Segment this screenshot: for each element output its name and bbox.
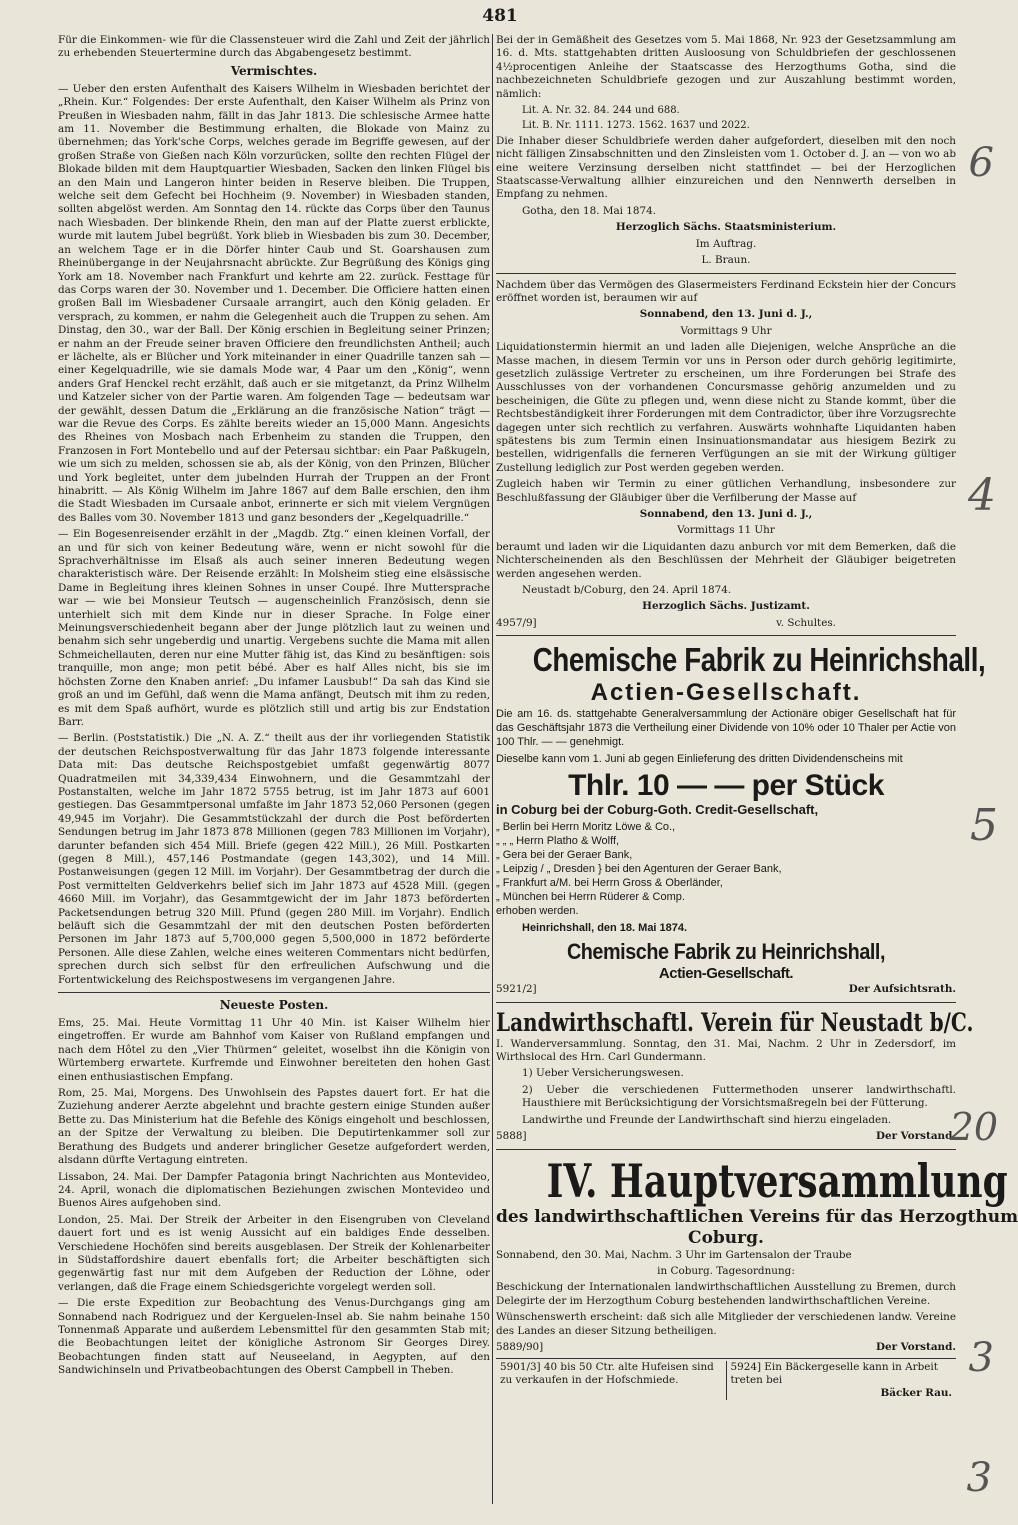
ad-landwirth-verein-title: Landwirthschaftl. Verein für Neustadt b/C. xyxy=(496,1007,974,1037)
notice-gotha-signature: Herzoglich Sächs. Staatsministerium. xyxy=(615,221,837,234)
small-ad-hufeisen: 5901/3] 40 bis 50 Ctr. alte Hufeisen sind zu verkaufen in der Hofschmiede. xyxy=(500,1361,714,1387)
column-rule xyxy=(492,34,493,1504)
list-item: „ Frankfurt a/M. bei Herrn Gross & Oberländer, xyxy=(496,877,723,890)
ad-hauptversammlung-title: IV. Hauptversammlung xyxy=(546,1153,1008,1208)
article-kaiser-wiesbaden: — Ueber den ersten Aufenthalt des Kaisers Wilhelm in Wiesbaden berichtet der „Rhein. Kur.“ Folgendes: Der erste Aufenthalt, den Kaiser Wilhelm als Prinz von Preußen in Wiesbaden nahm, fällt in das Jahr 1813. Die schlesische Armee hatte am 11. November die Bestimmung erhalten, die Blokade von Mainz zu übernehmen; das York'sche Corps, welches gerade im Begriffe gewesen, auf der großen Straße von Gießen nach Köln vorzurücken, sollte den rechten Flügel der Blokade bilden mit dem Hauptquartier Wiesbaden, Sacken den linken Flügel bis an den Main und Langeron hinter beiden in Reserve bleiben. Die Truppen, welche seit dem Gefecht bei Hochheim (9. November) in Wiesbaden standen, sollten abgelöst werden. Am Sonntag den 14. rückte das Corps über den Taunus nach Wiesbaden. Der blinkende Rhein, den man auf der Platte zuerst erblickte, wurde mit lautem Jubel begrüßt. York blieb in Wiesbaden bis zum 30. December, an welchem Tage er in die Dörfer hinter Caub und St. Goarshausen zum Rheinübergange in der Neujahrsnacht abrückte. Zur Begrüßung des Königs ging York am 18. November nach Frankfurt und kehrte am 22. zurück. Festtage für das Corps waren der 30. November und 1. December. Die Officiere hatten einen großen Ball im Wiesbadener Cursaale arrangirt, auch den König geladen. Er versprach, zu kommen, er nahm die Gelegenheit auch die Truppen zu sehen. Am Dinstag, den 30., war der Ball. Der König erschien in Begleitung seiner Prinzen; er nahm an der Freude seiner braven Officiere den freundlichsten Antheil; auch er lächelte, als er Blücher und York miteinander in einer Quadrille tanzen sah — einer Kegelquadrille, wie sie damals Mode war, 4 Paar um den „König“, wenn anders Graf Henckel recht erzählt, daß auch er sie mitgetanzt, da Prinz Wilhelm und Katzeler sicher von der Partie waren. Am folgenden Tage — bedeutsam war der gewählt, dessen Datum die „Erklärung an die französische Nation“ trägt — war die Revue des Corps. Es zählte bereits wieder an 15,000 Mann. Angesichts des Rheines von Mosbach nach Erbenheim zu standen die Truppen, den Franzosen in Fort Montebello und auf der Petersau sichtbar: ein Paar Paßkugeln, wie um sich zu melden, schossen sie ab, als der König, von den Prinzen, Blücher und York begleitet, unter dem jubelnden Hurrah der Truppen an der Front hinabritt. — Als König Wilhelm im Jahre 1867 auf dem Balle erschien, den ihm die Stadt Wiesbaden im Cursaale anbot, erinnerte er sich mit vielem Vergnügen des Balles vom 30. November 1813 und ganz besonders der „Kegelquadrille.“ xyxy=(58,82,490,524)
ad-landwirth-verein-signature: Der Vorstand. xyxy=(875,1130,956,1143)
notice-gotha-lit-b: Lit. B. Nr. 1111. 1273. 1562. 1637 und 2022. xyxy=(522,120,750,132)
news-lissabon: Lissabon, 24. Mai. Der Dampfer Patagonia bringt Nachrichten aus Montevideo, 24. April, wonach die diplomatischen Beziehungen zwischen Montevideo und Buenos Aires aufgehoben sind. xyxy=(58,1170,490,1210)
list-item: „ Gera bei der Geraer Bank, xyxy=(496,849,633,862)
ad-hauptversammlung-signature: Der Vorstand. xyxy=(875,1340,956,1353)
margin-mark: 3 xyxy=(966,1455,992,1501)
ad-chemische-fabrik-amount: Thlr. 10 — — per Stück xyxy=(568,769,884,803)
divider xyxy=(496,1149,956,1150)
news-london: London, 25. Mai. Der Streik der Arbeiter in den Eisengruben von Cleveland dauert fort und es ist wenig Aussicht auf ein baldiges Ende desselben. Verschiedene Hochöfen sind bereits ausgeblasen. Der Streik der Kohlenarbeiter in Südstaffordshire dauert ebenfalls fort; die Arbeiter beschäftigten sich gegenwärtig fast nur mit dem Aufgeben der Reduction der Löhne, oder verlangen, daß die Frage einem Schiedsgerichte vorgelegt werden soll. xyxy=(58,1213,490,1293)
notice-gotha-lit-a: Lit. A. Nr. 32. 84. 244 und 688. xyxy=(522,105,680,117)
ad-chemische-fabrik-body: Die am 16. ds. stattgehabte Generalversammlung der Actionäre obiger Gesellschaft hat für das Geschäftsjahr 1873 die Vertheilung einer Dividende von 10% oder 10 Thaler per Actie von 100 Thlr. — — genehmigt. xyxy=(496,708,956,749)
small-ad-baecker-text: 5924] Ein Bäckergeselle kann in Arbeit treten bei xyxy=(730,1361,938,1387)
notice-concurs-date2: Sonnabend, den 13. Juni d. J., xyxy=(639,508,813,520)
ad-hauptversammlung-agenda: in Coburg. Tagesordnung: xyxy=(657,1264,795,1277)
notice-concurs-footer xyxy=(496,617,836,630)
ad-chemische-fabrik-erhoben: erhoben werden. xyxy=(496,905,579,918)
notice-concurs-intro: Nachdem über das Vermögen des Glasermeisters Ferdinand Eckstein hier der Concurs eröffnet worden ist, beraumen wir auf xyxy=(496,278,956,304)
ad-chemische-fabrik-coburg: in Coburg bei der Coburg-Goth. Credit-Gesellschaft, xyxy=(496,802,819,818)
ad-landwirth-verein-invite: Landwirthe und Freunde der Landwirthschaft sind hierzu eingeladen. xyxy=(522,1113,892,1126)
page-number: 481 xyxy=(482,6,518,26)
ad-hauptversammlung-body: Beschickung der Internationalen landwirthschaftlichen Ausstellung zu Bremen, durch Delegirte der im Herzogthum Coburg bestehenden landwirthschaftlichen Vereine. xyxy=(496,1281,956,1307)
neueste-posten-heading: Neueste Posten. xyxy=(219,998,329,1013)
article-vogesenreisender: — Ein Bogesenreisender erzählt in der „Magdb. Ztg.“ einen kleinen Vorfall, der an und für sich von keiner Bedeutung wäre, wenn er nicht sowohl für die Sprachverhältnisse im Elsaß als auch seiner inneren Bedeutung wegen charakteristisch wäre. Der Reisende erzählt: In Molsheim stieg eine elsässische Dame in Begleitung ihres kleinen Sohnes in unser Coupé. Ihre Muttersprache war — wie bei Monsieur Teutsch — augenscheinlich Französisch, denn sie unterhielt sich mit dem Kinde nur in dieser Sprache. In Folge einer Meinungsverschiedenheit begann aber der Junge plötzlich laut zu weinen und benahm sich sehr ungeberdig und unartig. Vergebens suchte die Mama mit allen Schmeichellauten, deren nur eine Mutter fähig ist, das Kind zu besänftigen: sois tranquille, mon ange; mon petit bébé. Aber es half Alles nicht, bis sie im höchsten Zorne den Knaben anrief: „Du infamer Lausbub!“ Da sah das Kind sie groß an und im Gefühl, daß wenn die Mama anfängt, Deutsch mit ihm zu reden, es mit dem Spaß aufhört, wurde es plötzlich still und artig bis zur Endstation Barr. xyxy=(58,528,490,728)
margin-mark: 5 xyxy=(970,800,998,851)
ad-chemische-fabrik-body2: Dieselbe kann vom 1. Juni ab gegen Einlieferung des dritten Dividendenscheins mit xyxy=(496,753,903,766)
notice-concurs-body: Liquidationstermin hiermit an und laden alle Diejenigen, welche Ansprüche an die Masse machen, in diesem Termin vor uns in Person oder durch gehörig legitimirte, gesetzlich zulässige Vertreter zu erscheinen, um ihre Forderungen bei Strafe des Ausschlusses von der vorhandenen Concursmasse gehörig anzumelden und zu bescheinigen, die Güte zu pflegen und, wenn diese nicht zu Stande kommt, über die Rechtsbeständigkeit ihrer Forderungen mit dem Contradictor, über ihre Vorzugsrechte dagegen unter sich rechtlich zu verfahren. Auswärts wohnhafte Liquidanten haben spätestens bis zum Termin einen Insinuationsmandatar aus hiesigem Bezirk zu bestellen, widrigenfalls die ferneren Verfügungen an sie mit der Wirkung gültiger Zustellung lediglich zur Post werden gegeben werden. xyxy=(496,341,956,474)
notice-concurs-place: Neustadt b/Coburg, den 24. April 1874. xyxy=(522,584,732,597)
notice-concurs-body3: beraumt und laden wir die Liquidanten dazu anburch vor mit dem Bemerken, daß die Nichterscheinenden als den Beschlüssen der Mehrheit der Gläubiger beigetreten werden angesehen werden. xyxy=(496,540,956,580)
divider xyxy=(58,992,490,993)
notice-gotha-auftrag: Im Auftrag. xyxy=(695,237,757,250)
list-item: „ Berlin bei Herrn Moritz Löwe & Co., xyxy=(496,821,676,834)
ad-chemische-fabrik-date: Heinrichshall, den 18. Mai 1874. xyxy=(522,922,688,935)
vermischtes-heading: Vermischtes. xyxy=(230,63,318,78)
ad-chemische-fabrik-footer xyxy=(496,983,956,996)
ad-chemische-fabrik-number: 5921/2] xyxy=(496,983,537,996)
ad-chemische-fabrik-signature: Der Aufsichtsrath. xyxy=(848,983,956,996)
ad-chemische-fabrik-title: Chemische Fabrik zu Heinrichshall, xyxy=(532,641,986,679)
list-item: „ Leipzig / „ Dresden } bei den Agenturen der Geraer Bank, xyxy=(496,863,782,876)
ad-chemische-fabrik-list xyxy=(496,820,956,904)
ad-landwirth-verein-footer xyxy=(496,1130,956,1143)
small-ad-baecker-signature: Bäcker Rau. xyxy=(880,1387,952,1400)
news-ems: Ems, 25. Mai. Heute Vormittag 11 Uhr 40 Min. ist Kaiser Wilhelm hier eingetroffen. Er wurde am Bahnhof vom Kaiser von Rußland empfangen und nach dem Hôtel zu den „Vier Thürmen“ geleitet, woselbst ihn die Königin von Würtemberg erwartete. Kurfremde und Einwohner bereiteten den hohen Gast einen enthusiastischen Empfang. xyxy=(58,1017,490,1083)
notice-concurs-number: 4957/9] xyxy=(496,616,537,629)
margin-mark: 4 xyxy=(968,470,996,521)
list-item: „ „ „ Herrn Platho & Wolff, xyxy=(496,835,620,848)
notice-concurs-name: v. Schultes. xyxy=(776,616,836,629)
ad-hauptversammlung-place: Coburg. xyxy=(688,1227,764,1248)
ad-landwirth-verein-item1: 1) Ueber Versicherungswesen. xyxy=(522,1067,684,1080)
margin-mark: 3 xyxy=(968,1335,994,1381)
ad-hauptversammlung-date: Sonnabend, den 30. Mai, Nachm. 3 Uhr im Gartensalon der Traube xyxy=(496,1248,852,1261)
ad-chemische-fabrik-subtitle2: Actien-Gesellschaft. xyxy=(658,965,794,983)
ad-hauptversammlung-number: 5889/90] xyxy=(496,1340,544,1353)
divider xyxy=(496,273,956,274)
notice-concurs-time2: Vormittags 11 Uhr xyxy=(677,524,775,537)
ad-landwirth-verein-item2: 2) Ueber die verschiedenen Futtermethoden unserer landwirthschaftl. Hausthiere mit Berücksichtigung der Vorsichtsmaßregeln bei der Fütterung. xyxy=(522,1083,956,1110)
small-ad-baecker xyxy=(726,1361,957,1400)
notice-concurs-time1: Vormittags 9 Uhr xyxy=(680,324,772,337)
right-column xyxy=(496,34,1018,1512)
notice-concurs-signature: Herzoglich Sächs. Justizamt. xyxy=(642,600,810,613)
news-rom: Rom, 25. Mai, Morgens. Des Unwohlsein des Papstes dauert fort. Er hat die Zuziehung anderer Aerzte abgelehnt und brachte gestern einige Stunden außer Bette zu. Das Ministerium hat die Befehle des Königs eingeholt und beschlossen, an der Spitze der Verwaltung zu bleiben. Die Deputirtenkammer soll zur Berathung des Budgets und anderer bringlicher Gesetze aufgefordert werden, alsdann dürfte Vertagung eintreten. xyxy=(58,1087,490,1167)
notice-gotha-date: Gotha, den 18. Mai 1874. xyxy=(522,204,657,217)
divider xyxy=(496,635,956,636)
news-venus-expedition: — Die erste Expedition zur Beobachtung des Venus-Durchgangs ging am Sonnabend nach Rodriguez und der Kerguelen-Insel ab. Sie nahm beinahe 150 Tonnenmaß Apparate und außerdem Lebensmittel für den gesammten Stab mit; die Beobachtungen leitet der königliche Astronom Sir Georges Direy. Beobachtungen finden statt auf Neuseeland, in Aegypten, auf den Sandwichinseln und Privatbeobachtungen des Oberst Campbell in Theben. xyxy=(58,1297,490,1377)
small-ads-row xyxy=(496,1358,956,1400)
ad-landwirth-verein-number: 5888] xyxy=(496,1130,527,1143)
notice-gotha-body2: Die Inhaber dieser Schuldbriefe werden daher aufgefordert, dieselben mit den noch nicht fälligen Zinsabschnitten und den Zinsleisten vom 1. October d. J. an — von wo ab eine weitere Verzinsung derselben nicht stattfindet — bei der Herzoglichen Staatscasse-Verwaltung allhier einzureichen und den Nennwerth derselben in Empfang zu nehmen. xyxy=(496,134,956,201)
list-item: „ München bei Herrn Rüderer & Comp. xyxy=(496,891,685,904)
ad-hauptversammlung-footer xyxy=(496,1341,956,1354)
left-column xyxy=(58,34,490,1512)
notice-gotha-name: L. Braun. xyxy=(701,254,751,267)
notice-concurs-date1: Sonnabend, den 13. Juni d. J., xyxy=(639,308,813,321)
margin-mark: 20 xyxy=(949,1105,998,1149)
notice-gotha-body: Bei der in Gemäßheit des Gesetzes vom 5. Mai 1868, Nr. 923 der Gesetzsammlung am 16. d. Mts. stattgehabten dritten Ausloosung von Schuldbriefen der geschlossenen 4½procentigen Anleihe der Staatscasse des Herzogthums Gotha, sind die nachbezeichneten Schuldbriefe gezogen und zur Auszahlung bestimmt worden, nämlich: xyxy=(496,34,956,100)
intro-paragraph: Für die Einkommen- wie für die Classensteuer wird die Zahl und Zeit der jährlich zu erhebenden Steuertermine durch das Abgabengesetz bestimmt. xyxy=(58,34,490,60)
margin-mark: 6 xyxy=(968,140,994,186)
divider xyxy=(496,1002,956,1003)
article-poststatistik: — Berlin. (Poststatistik.) Die „N. A. Z.“ theilt aus der ihr vorliegenden Statistik der deutschen Reichspostverwaltung für das Jahr 1873 folgende interessante Data mit: Das deutsche Reichspostgebiet umfaßt gegenwärtig 8077 Quadratmeilen mit 34,339,434 Einwohnern, und die Gesammtzahl der Postanstalten, welche im Jahr 1872 5755 betrug, ist im Jahr 1873 auf 6001 gestiegen. Das Gesammtpersonal umfaßte im Jahr 1873 52,060 Personen (gegen 49,945 im Vorjahr). Die Gesammtstückzahl der durch die Post beförderten Sendungen betrug im Jahr 1873 878 Millionen (gegen 783 Millionen im Vorjahr), darunter befanden sich 454 Mill. Briefe (gegen 422 Mill.), 26 Mill. Postkarten (gegen 8 Mill.), 457,146 Postmandate (gegen 143,302), und 14 Mill. Postanweisungen (gegen 12 Mill. im Vorjahr). Der Gesammtbetrag der durch die Post vermittelten Geldverkehrs belief sich im Jahr 1873 auf 4528 Mill. (gegen 4660 Mill. im Vorjahr), das Gesammtgewicht der im Jahr 1873 beförderten Packetsendungen betrug 320 Mill. Pfund (gegen 280 Mill. im Vorjahr). Endlich beläuft sich die Gesammtzahl der mit den deutschen Posten beförderten Personen im Jahr 1873 auf 5,700,000 gegen 5,500,000 in 1872 beförderte Personen. Alle diese Zahlen, welche eines weiteren Commentars nicht bedürfen, sprechen durch sich selbst für den erfreulichen Aufschwung und die Fortentwickelung des Reichspostwesens im vergangenen Jahre. xyxy=(58,732,490,986)
ad-chemische-fabrik-title2: Chemische Fabrik zu Heinrichshall, xyxy=(566,939,886,965)
ad-landwirth-verein-body: I. Wanderversammlung. Sonntag, den 31. Mai, Nachm. 2 Uhr in Zedersdorf, im Wirthslocal des Hrn. Carl Gundermann. xyxy=(496,1037,956,1064)
ad-hauptversammlung-subtitle: des landwirthschaftlichen Vereins für das Herzogthum xyxy=(496,1206,1018,1227)
ad-hauptversammlung-wish: Wünschenswerth erscheint: daß sich alle Mitglieder der verschiedenen landw. Vereine des Landes an dieser Sitzung betheiligen. xyxy=(496,1311,956,1337)
notice-concurs-body2: Zugleich haben wir Termin zu einer gütlichen Verhandlung, insbesondere zur Beschlußfassung der Gläubiger über die Verfilberung der Masse auf xyxy=(496,478,956,504)
ad-chemische-fabrik-subtitle: Actien-Gesellschaft. xyxy=(590,679,862,707)
